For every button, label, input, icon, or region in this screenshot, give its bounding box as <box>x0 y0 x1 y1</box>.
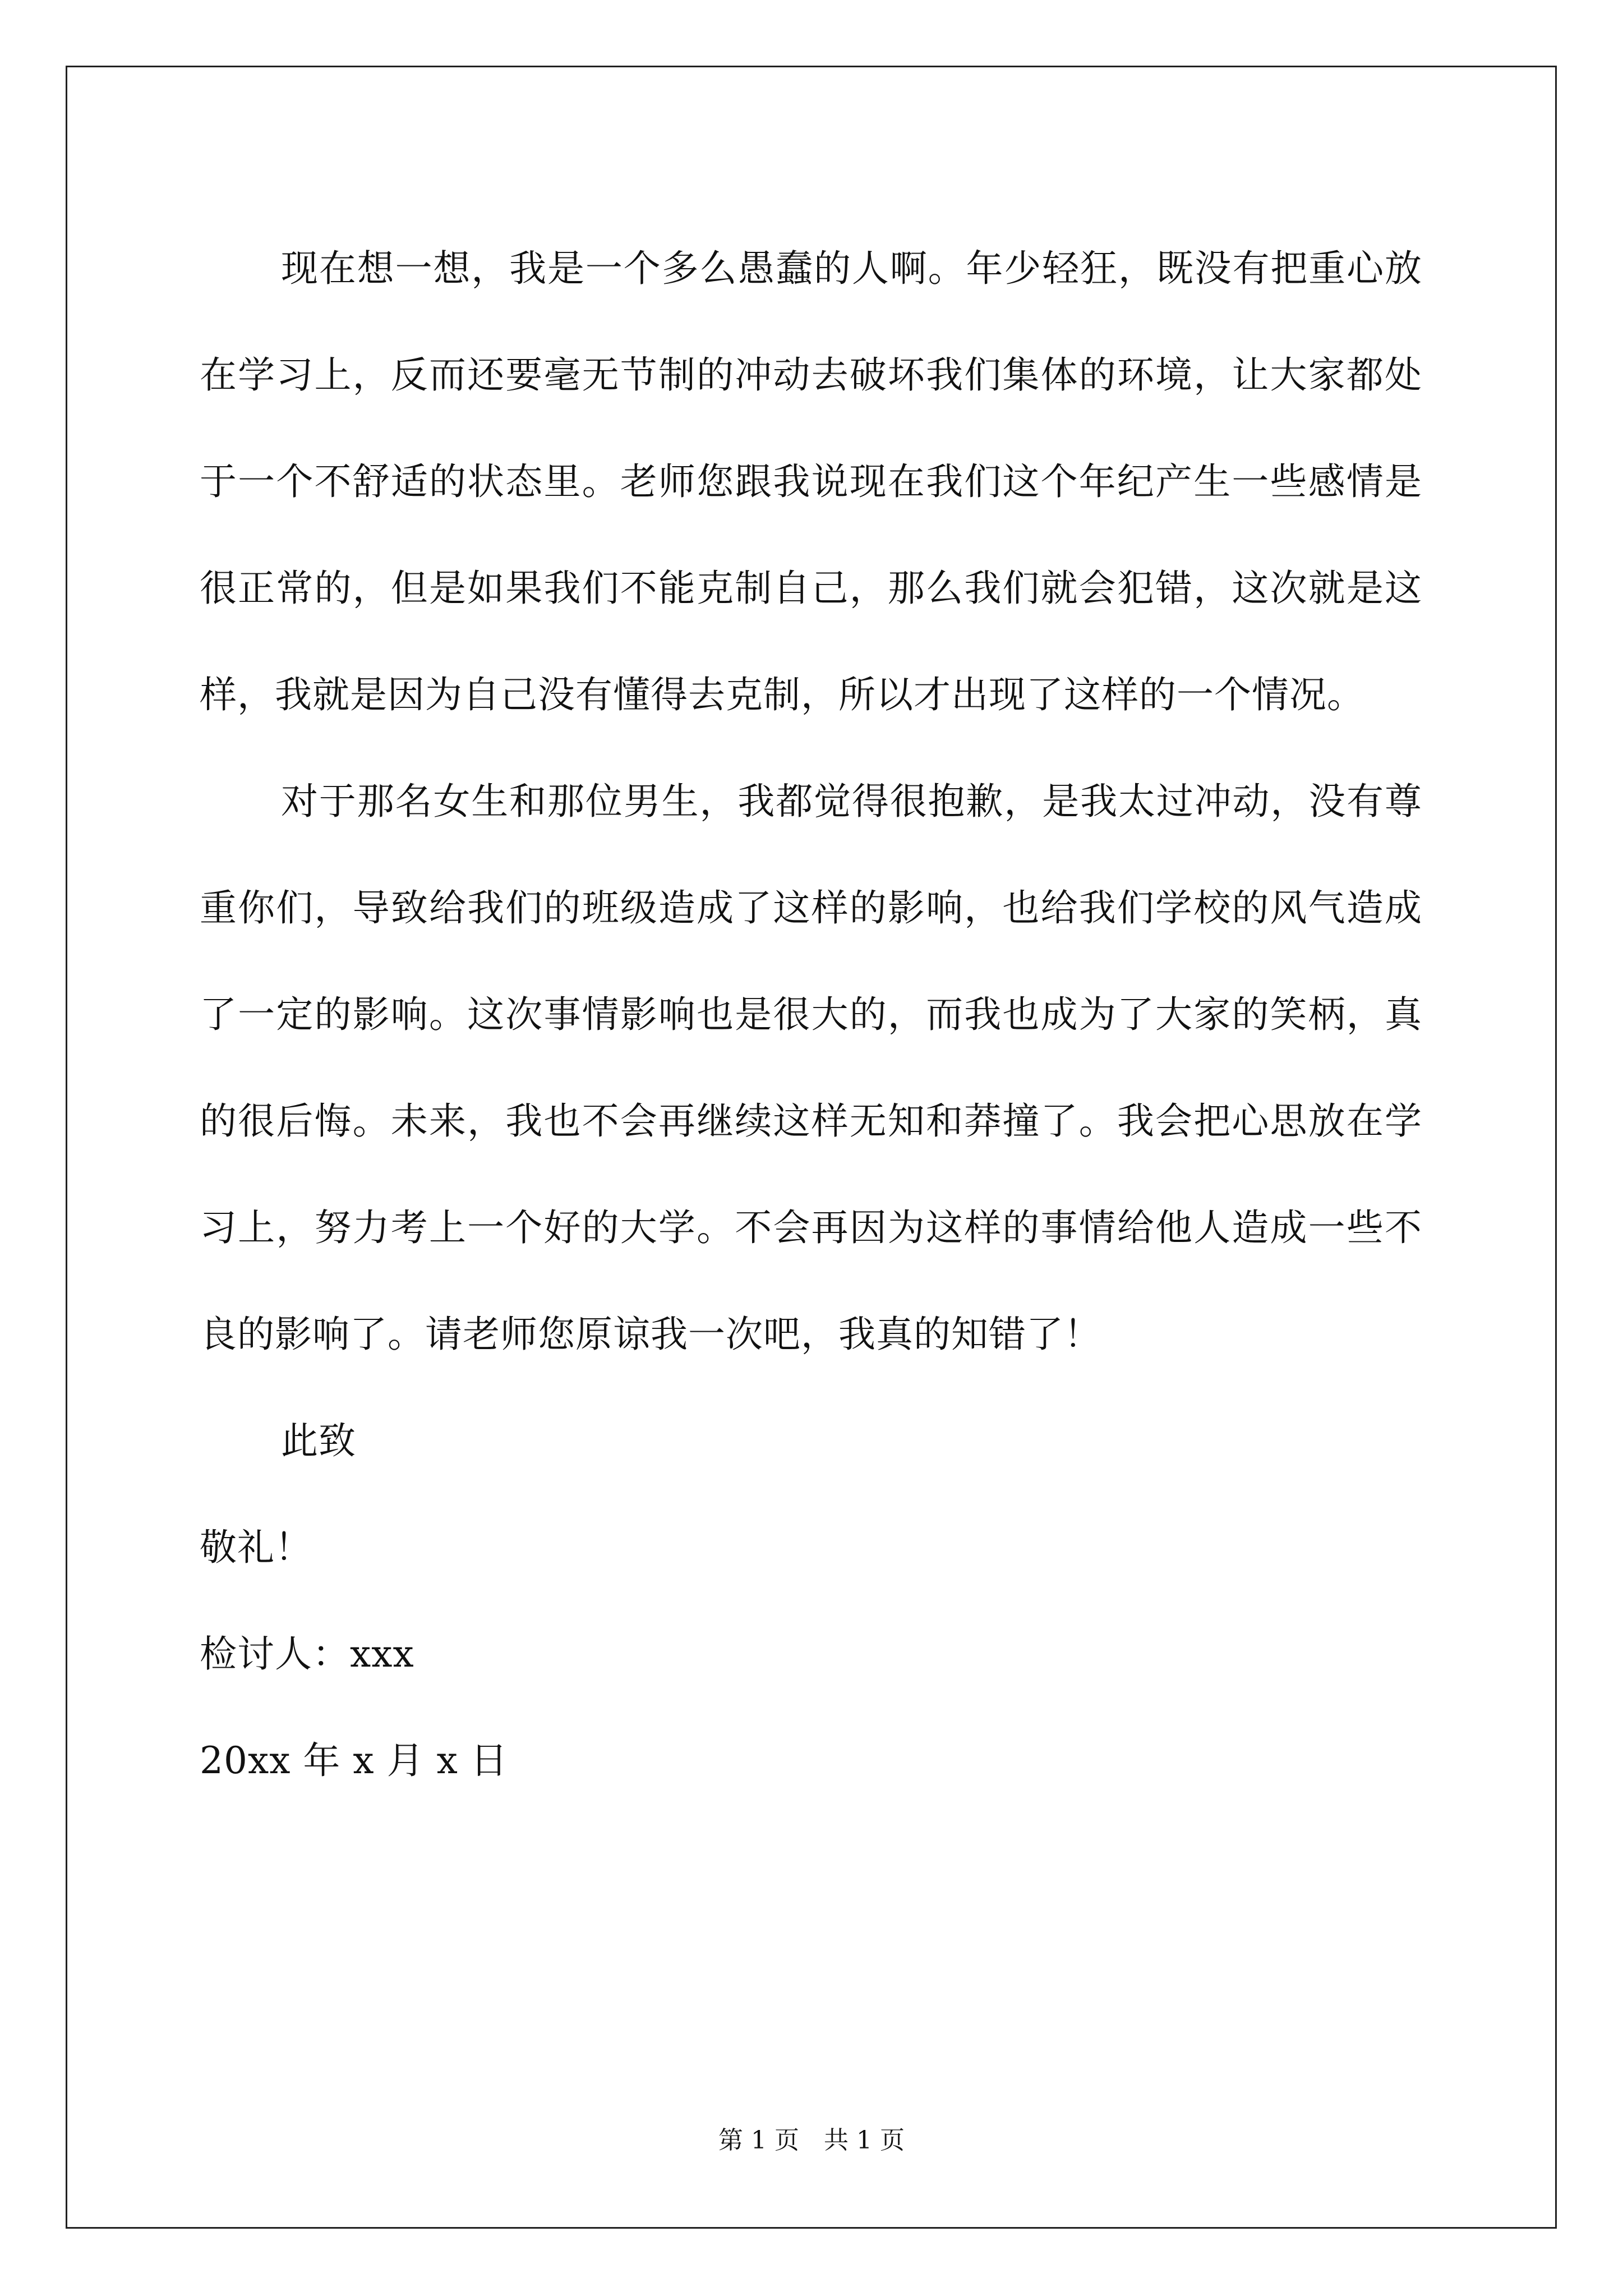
document-body <box>200 215 1422 1814</box>
paragraph-2: 对于那名女生和那位男生，我都觉得很抱歉，是我太过冲动，没有尊重你们，导致给我们的班级造成了这样的影响，也给我们学校的风气造成了一定的影响。这次事情影响也是很大的，而我也成为了大家的笑柄，真的很后悔。未来，我也不会再继续这样无知和莽撞了。我会把心思放在学习上，努力考上一个好的大学。不会再因为这样的事情给他人造成一些不良的影响了。请老师您原谅我一次吧，我真的知错了！ <box>200 780 1422 1356</box>
closing-line: 此致 <box>281 1419 356 1462</box>
salutation-line: 敬礼！ <box>200 1526 312 1569</box>
paragraph-1: 现在想一想，我是一个多么愚蠢的人啊。年少轻狂，既没有把重心放在学习上，反而还要毫无节制的冲动去破坏我们集体的环境，让大家都处于一个不舒适的状态里。老师您跟我说现在我们这个年纪产生一些感情是很正常的，但是如果我们不能克制自己，那么我们就会犯错，这次就是这样，我就是因为自己没有懂得去克制，所以才出现了这样的一个情况。 <box>200 247 1422 716</box>
page-footer: 第 1 页 共 1 页 <box>718 2126 905 2155</box>
date-line: 20xx 年 x 月 x 日 <box>200 1739 508 1782</box>
signature-line: 检讨人：xxx <box>200 1632 414 1676</box>
